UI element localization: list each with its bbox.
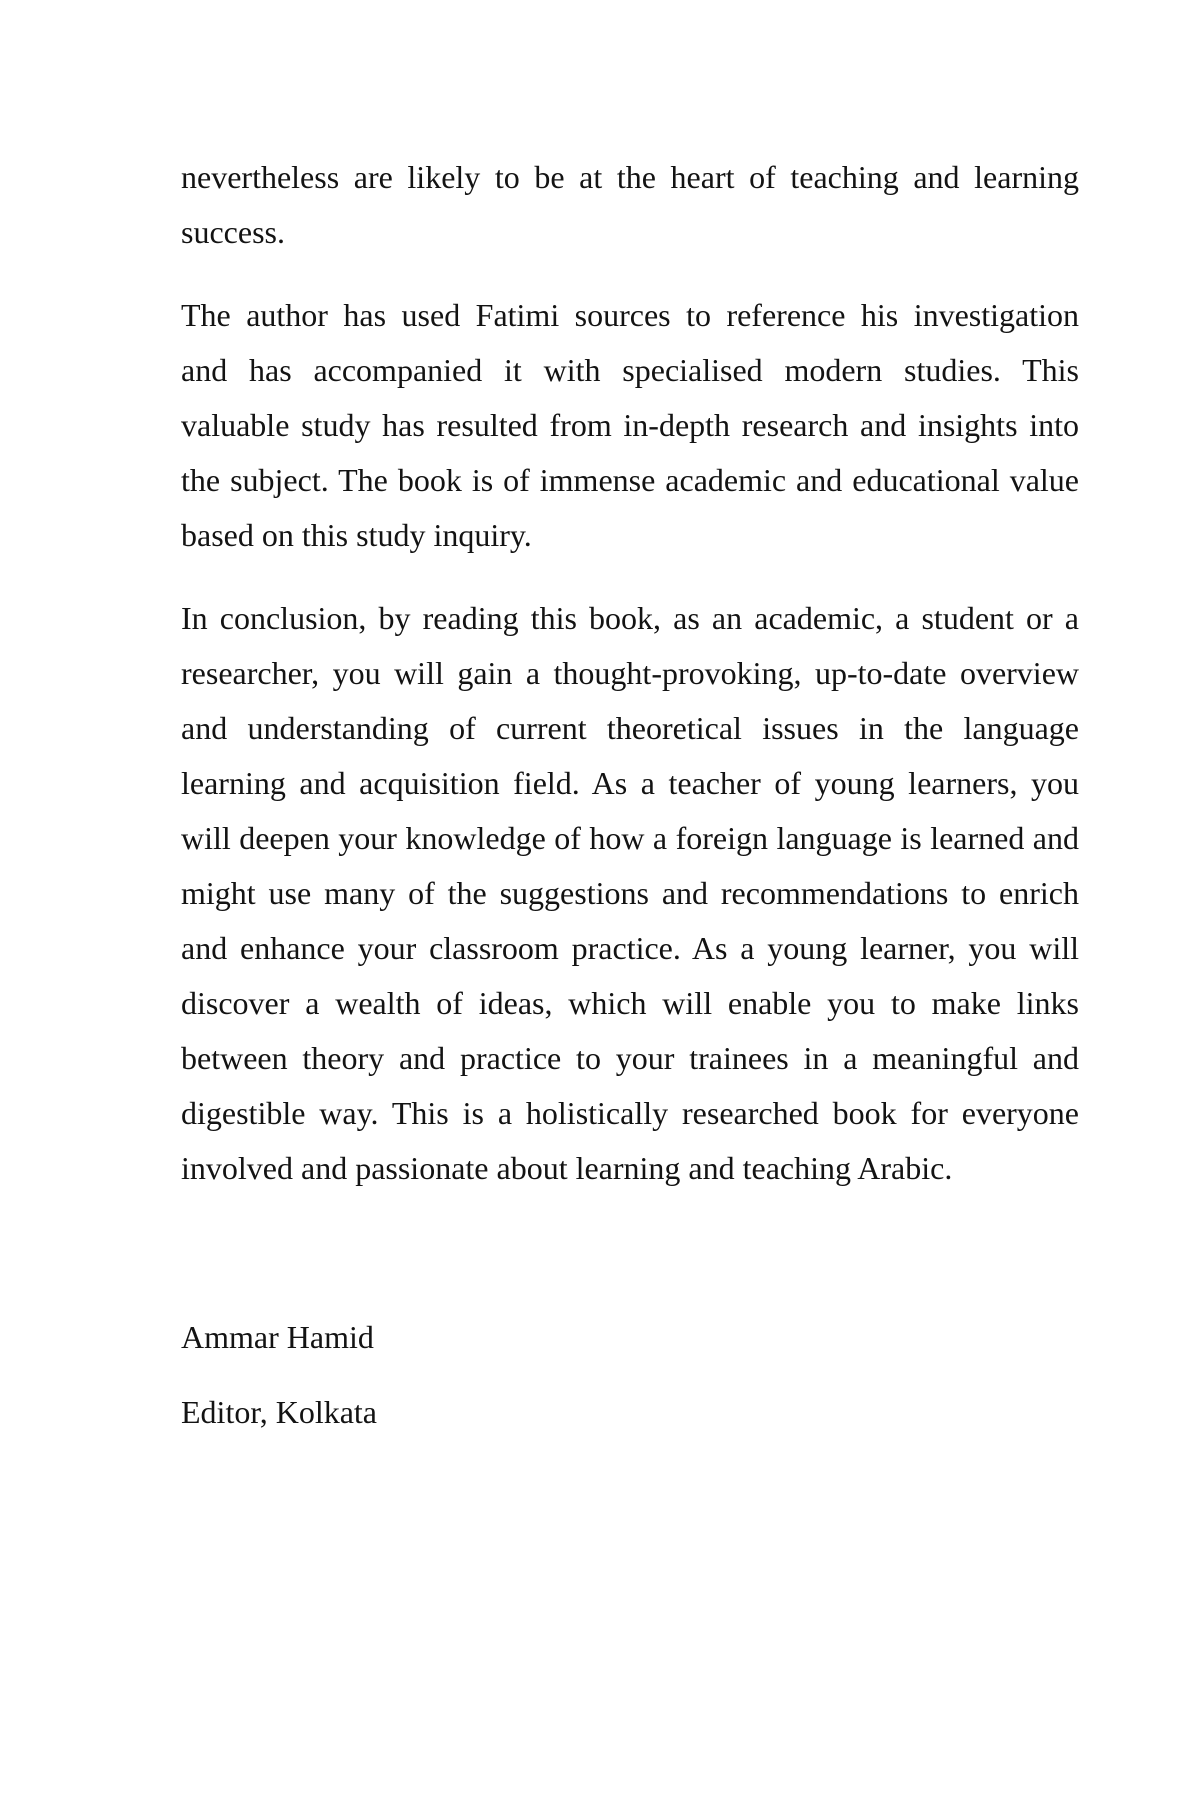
text-line: nevertheless are likely to be at the heart of teaching and learning bbox=[181, 159, 1079, 195]
text-line: success. bbox=[181, 214, 285, 250]
text-line: In conclusion, by reading this book, as an academic, a student or a bbox=[181, 600, 1079, 636]
text-line: and enhance your classroom practice. As a young learner, you will bbox=[181, 930, 1079, 966]
paragraphs bbox=[181, 150, 1079, 1196]
text-line: valuable study has resulted from in-depth research and insights into bbox=[181, 407, 1079, 443]
paragraph bbox=[181, 591, 1079, 1196]
paragraph bbox=[181, 150, 1079, 260]
text-line: might use many of the suggestions and recommendations to enrich bbox=[181, 875, 1079, 911]
page-text bbox=[181, 150, 1079, 1440]
signature-block bbox=[181, 1310, 1079, 1440]
text-line: and has accompanied it with specialised modern studies. This bbox=[181, 352, 1079, 388]
text-line: and understanding of current theoretical issues in the language bbox=[181, 710, 1079, 746]
signature-name: Ammar Hamid bbox=[181, 1319, 374, 1355]
text-line: between theory and practice to your trainees in a meaningful and bbox=[181, 1040, 1079, 1076]
text-line: digestible way. This is a holistically researched book for everyone bbox=[181, 1095, 1079, 1131]
text-line: will deepen your knowledge of how a foreign language is learned and bbox=[181, 820, 1079, 856]
text-line: discover a wealth of ideas, which will enable you to make links bbox=[181, 985, 1079, 1021]
text-line: based on this study inquiry. bbox=[181, 517, 532, 553]
text-line: involved and passionate about learning and teaching Arabic. bbox=[181, 1150, 953, 1186]
signature-role-location: Editor, Kolkata bbox=[181, 1394, 377, 1430]
text-line: the subject. The book is of immense academic and educational value bbox=[181, 462, 1079, 498]
text-line: learning and acquisition field. As a teacher of young learners, you bbox=[181, 765, 1079, 801]
paragraph bbox=[181, 288, 1079, 563]
text-line: researcher, you will gain a thought-provoking, up-to-date overview bbox=[181, 655, 1079, 691]
text-line: The author has used Fatimi sources to reference his investigation bbox=[181, 297, 1079, 333]
